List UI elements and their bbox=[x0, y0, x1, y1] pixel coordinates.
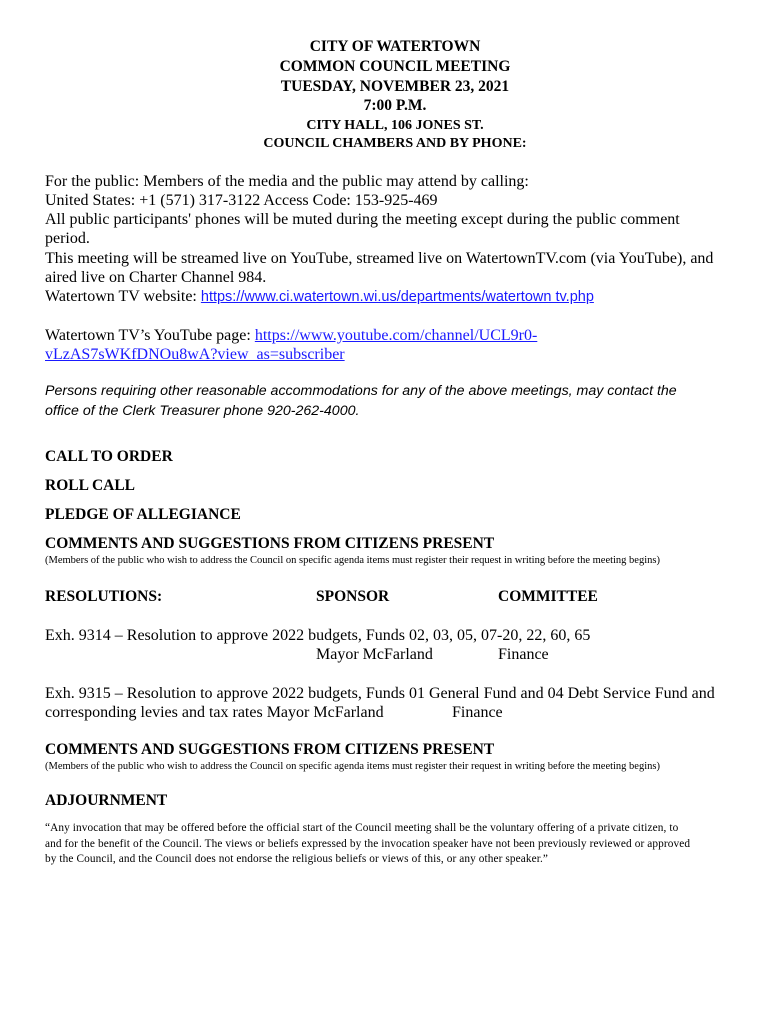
intro-phone-line: United States: +1 (571) 317-3122 Access Code: 153-925-469 bbox=[45, 192, 438, 209]
resolutions-heading: RESOLUTIONS: bbox=[45, 588, 163, 605]
youtube-link-continued[interactable]: vLzAS7sWKfDNOu8wA?view_as=subscriber bbox=[45, 346, 345, 363]
intro-youtube-line bbox=[45, 326, 537, 346]
header-meeting: COMMON COUNCIL MEETING bbox=[279, 58, 511, 75]
comments-heading-2: COMMENTS AND SUGGESTIONS FROM CITIZENS PRESENT bbox=[45, 741, 495, 758]
header-city: CITY OF WATERTOWN bbox=[309, 38, 481, 55]
accommodations-line: Persons requiring other reasonable accommodations for any of the above meetings, may contact the bbox=[45, 383, 677, 399]
resolution-9314-committee: Finance bbox=[498, 646, 549, 663]
agenda-comments-note: (Members of the public who wish to address the Council on specific agenda items must register their request in writing before the meeting begins) bbox=[45, 555, 660, 566]
intro-website-line bbox=[45, 287, 594, 308]
intro-stream-line: This meeting will be streamed live on YouTube, streamed live on WatertownTV.com (via YouTube), and bbox=[45, 250, 714, 267]
agenda-comments-heading: COMMENTS AND SUGGESTIONS FROM CITIZENS PRESENT bbox=[45, 535, 495, 552]
invocation-disclaimer-line-2: and for the benefit of the Council. The views or beliefs expressed by the invocation speaker have not been previously reviewed or approved bbox=[45, 838, 691, 850]
invocation-disclaimer-line-3: by the Council, and the Council does not endorse the religious beliefs or views of this, or any other speaker.” bbox=[45, 853, 549, 865]
invocation-disclaimer-line: “Any invocation that may be offered before the official start of the Council meeting shall be the voluntary offering of a private citizen, to bbox=[45, 822, 679, 834]
youtube-link[interactable]: https://www.youtube.com/channel/UCL9r0- bbox=[254, 327, 538, 344]
resolution-9314-text: Exh. 9314 – Resolution to approve 2022 budgets, Funds 02, 03, 05, 07-20, 22, 60, 65 bbox=[45, 627, 591, 644]
agenda-call-to-order: CALL TO ORDER bbox=[45, 448, 173, 465]
intro-youtube-line-2 bbox=[45, 345, 345, 365]
agenda-roll-call: ROLL CALL bbox=[45, 477, 136, 494]
agenda-pledge: PLEDGE OF ALLEGIANCE bbox=[45, 506, 241, 523]
header-chambers: COUNCIL CHAMBERS AND BY PHONE: bbox=[263, 136, 527, 151]
header-location: CITY HALL, 106 JONES ST. bbox=[306, 118, 484, 133]
resolution-9315-text-2: corresponding levies and tax rates Mayor McFarland bbox=[45, 704, 384, 721]
accommodations-line-2: office of the Clerk Treasurer phone 920-262-4000. bbox=[45, 403, 360, 419]
adjournment-heading: ADJOURNMENT bbox=[45, 792, 168, 809]
header-time: 7:00 P.M. bbox=[363, 97, 427, 114]
intro-muted-line: All public participants' phones will be muted during the meeting except during the public comment bbox=[45, 211, 680, 228]
resolution-9315-committee: Finance bbox=[452, 704, 503, 721]
resolution-9314-sponsor: Mayor McFarland bbox=[316, 646, 433, 663]
header-date: TUESDAY, NOVEMBER 23, 2021 bbox=[280, 78, 510, 95]
website-link[interactable]: https://www.ci.watertown.wi.us/departments/watertown tv.php bbox=[200, 289, 594, 305]
intro-public-line: For the public: Members of the media and the public may attend by calling: bbox=[45, 173, 529, 190]
resolution-9315-text: Exh. 9315 – Resolution to approve 2022 budgets, Funds 01 General Fund and 04 Debt Service Fund and bbox=[45, 685, 715, 702]
committee-heading: COMMITTEE bbox=[498, 588, 598, 605]
comments-note-2: (Members of the public who wish to address the Council on specific agenda items must register their request in writing before the meeting begins) bbox=[45, 761, 660, 772]
youtube-label: Watertown TV’s YouTube page: bbox=[45, 327, 255, 344]
intro-stream-line-2: aired live on Charter Channel 984. bbox=[45, 269, 267, 286]
intro-muted-line-2: period. bbox=[45, 230, 90, 247]
website-label: Watertown TV website: bbox=[45, 288, 201, 305]
sponsor-heading: SPONSOR bbox=[316, 588, 390, 605]
